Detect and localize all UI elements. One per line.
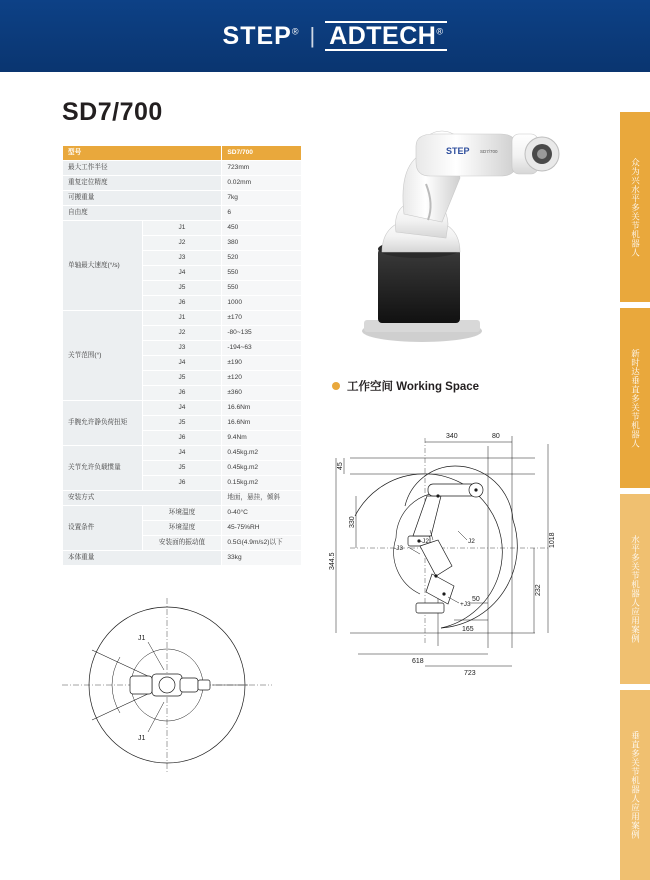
spec-row-label: 安装方式 (63, 491, 222, 506)
table-row (63, 401, 302, 416)
spec-row-value: 45-75%RH (222, 521, 302, 536)
spec-row-label: 可搬重量 (63, 191, 222, 206)
table-row (63, 161, 302, 176)
dim-50: 50 (472, 596, 480, 603)
label-minus-j3: -J3 (394, 545, 404, 552)
top-view-diagram (52, 590, 282, 790)
spec-row-sub: J5 (142, 281, 222, 296)
label-minus-j2: -J2 (420, 538, 430, 545)
spec-row-label: 重复定位精度 (63, 176, 222, 191)
spec-row-value: 450 (222, 221, 302, 236)
spec-row-sub: J4 (142, 266, 222, 281)
spec-row-value: 地面，悬挂，倾斜 (222, 491, 302, 506)
spec-row-value: 0-40°C (222, 506, 302, 521)
bullet-dot-icon (332, 382, 340, 390)
table-row (63, 206, 302, 221)
robot-body-brand: STEP (446, 146, 470, 156)
spec-row-value: ±170 (222, 311, 302, 326)
spec-row-label: 关节范围(°) (63, 311, 143, 401)
page-header (0, 0, 650, 72)
spec-row-value: 380 (222, 236, 302, 251)
spec-row-sub: 环境温度 (142, 506, 222, 521)
spec-row-value: 9.4Nm (222, 431, 302, 446)
table-row (63, 551, 302, 566)
table-row (63, 176, 302, 191)
spec-row-value: ±120 (222, 371, 302, 386)
rail-tab-label: 水平多关节机器人应用案例 (630, 535, 641, 643)
adtech-logo: ADTECH® (325, 21, 447, 51)
spec-row-sub: J4 (142, 401, 222, 416)
dim-1018: 1018 (549, 532, 556, 548)
spec-row-value: 0.45kg.m2 (222, 446, 302, 461)
dim-165: 165 (462, 626, 474, 633)
table-row (63, 506, 302, 521)
rail-tab-3[interactable] (620, 690, 650, 880)
spec-row-sub: 环境湿度 (142, 521, 222, 536)
spec-row-sub: J5 (142, 416, 222, 431)
spec-row-sub: J4 (142, 356, 222, 371)
table-row (63, 221, 302, 236)
top-view-label-j1-bottom: J1 (138, 735, 146, 742)
spec-row-value: ±190 (222, 356, 302, 371)
spec-row-value: 520 (222, 251, 302, 266)
page-title: SD7/700 (62, 98, 163, 126)
specification-table (62, 145, 302, 566)
label-plus-j3: +J3 (460, 601, 471, 608)
rail-tab-2[interactable] (620, 494, 650, 684)
label-j2: J2 (468, 538, 475, 545)
spec-row-sub: J2 (142, 236, 222, 251)
spec-row-value: -80~135 (222, 326, 302, 341)
table-row (63, 446, 302, 461)
working-space-title: 工作空间 Working Space (347, 381, 480, 393)
top-view-label-j1-top: J1 (138, 635, 146, 642)
dim-80: 80 (492, 433, 500, 440)
spec-header-value: SD7/700 (222, 146, 302, 161)
spec-row-value: 6 (222, 206, 302, 221)
spec-row-value: 550 (222, 266, 302, 281)
spec-row-value: 0.02mm (222, 176, 302, 191)
spec-row-sub: J1 (142, 311, 222, 326)
spec-row-label: 自由度 (63, 206, 222, 221)
table-row (63, 311, 302, 326)
spec-row-sub: J6 (142, 431, 222, 446)
rail-tab-label: 垂直多关节机器人应用案例 (630, 731, 641, 839)
spec-row-label: 关节允许负载惯量 (63, 446, 143, 491)
rail-tab-label: 新时达垂直多关节机器人 (630, 348, 641, 448)
spec-row-label: 本体重量 (63, 551, 222, 566)
spec-row-value: 33kg (222, 551, 302, 566)
table-row (63, 191, 302, 206)
spec-row-sub: J5 (142, 371, 222, 386)
spec-row-value: 7kg (222, 191, 302, 206)
step-logo: STEP® (222, 21, 300, 50)
dim-330: 330 (349, 516, 356, 528)
robot-photo (330, 92, 580, 372)
dim-723: 723 (464, 670, 476, 677)
working-space-diagram (320, 398, 600, 678)
spec-row-label: 设置条件 (63, 506, 143, 551)
spec-row-value: ±360 (222, 386, 302, 401)
rail-tab-label: 众为兴水平多关节机器人 (630, 157, 641, 257)
table-row-header (63, 146, 302, 161)
rail-tab-1[interactable] (620, 308, 650, 488)
logo-separator: | (309, 23, 316, 48)
spec-row-value: 550 (222, 281, 302, 296)
spec-row-value: 16.6Nm (222, 416, 302, 431)
spec-row-sub: J6 (142, 476, 222, 491)
spec-row-value: 16.6Nm (222, 401, 302, 416)
spec-row-sub: J6 (142, 296, 222, 311)
dim-232: 232 (535, 584, 542, 596)
spec-row-sub: J1 (142, 221, 222, 236)
spec-header-label: 型号 (63, 146, 222, 161)
dim-340: 340 (446, 433, 458, 440)
table-row (63, 491, 302, 506)
spec-row-label: 单轴最大速度(°/s) (63, 221, 143, 311)
dim-344-5: 344.5 (329, 552, 336, 570)
spec-row-sub: 安装面的振动值 (142, 536, 222, 551)
spec-row-value: -194~63 (222, 341, 302, 356)
spec-row-label: 手腕允许静负荷扭矩 (63, 401, 143, 446)
spec-row-sub: J5 (142, 461, 222, 476)
dim-618: 618 (412, 658, 424, 665)
spec-row-value: 723mm (222, 161, 302, 176)
svg-text:SD7/700: SD7/700 (480, 149, 498, 154)
brand-logo (223, 21, 448, 51)
rail-tab-0[interactable] (620, 112, 650, 302)
spec-row-sub: J6 (142, 386, 222, 401)
spec-row-label: 最大工作半径 (63, 161, 222, 176)
dim-45: 45 (337, 462, 344, 470)
spec-row-sub: J3 (142, 251, 222, 266)
spec-row-value: 0.45kg.m2 (222, 461, 302, 476)
side-rail (620, 72, 650, 848)
spec-row-value: 0.5G(4.9m/s2)以下 (222, 536, 302, 551)
spec-row-sub: J2 (142, 326, 222, 341)
spec-row-sub: J3 (142, 341, 222, 356)
working-space-heading (332, 378, 479, 394)
spec-row-value: 0.15kg.m2 (222, 476, 302, 491)
spec-row-value: 1000 (222, 296, 302, 311)
spec-row-sub: J4 (142, 446, 222, 461)
